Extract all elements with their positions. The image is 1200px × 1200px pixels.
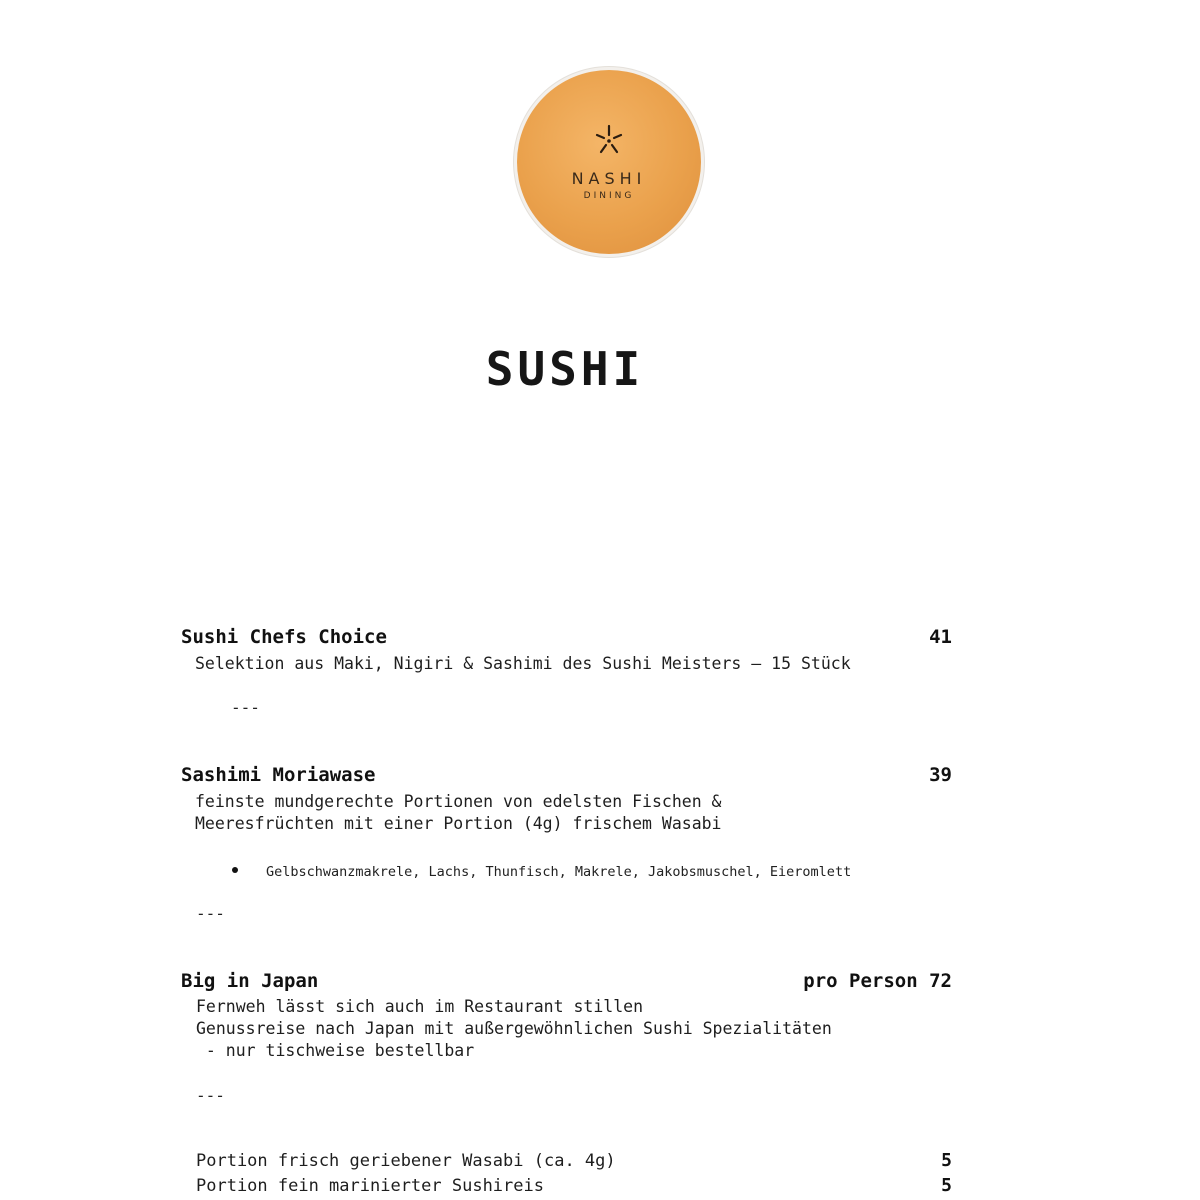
menu-item-description: Fernweh lässt sich auch im Restaurant stillen [196, 997, 644, 1016]
menu-item-price: pro Person 72 [803, 970, 952, 992]
menu-item-description: Meeresfrüchten mit einer Portion (4g) frischem Wasabi [195, 814, 722, 833]
separator: --- [196, 1086, 225, 1105]
separator: --- [196, 904, 225, 923]
separator: --- [231, 698, 260, 717]
menu-item-description: - nur tischweise bestellbar [196, 1041, 475, 1060]
flower-icon [591, 122, 627, 162]
bullet-icon [232, 867, 238, 873]
extra-item-name: Portion frisch geriebener Wasabi (ca. 4g) [196, 1151, 616, 1171]
menu-item-price: 39 [929, 764, 952, 786]
menu-item-description: feinste mundgerechte Portionen von edelsten Fischen & [195, 792, 722, 811]
menu-item-description: Genussreise nach Japan mit außergewöhnlichen Sushi Spezialitäten [196, 1019, 832, 1038]
logo-name: NASHI [571, 169, 647, 188]
menu-item-price: 41 [929, 626, 952, 648]
extra-item-name: Portion fein marinierter Sushireis [196, 1176, 544, 1196]
menu-item-name: Sashimi Moriawase [181, 764, 376, 786]
restaurant-logo [517, 70, 701, 254]
page-title: SUSHI [485, 342, 645, 396]
extra-item-price: 5 [941, 1175, 952, 1196]
menu-item-name: Big in Japan [181, 970, 319, 992]
logo-subtitle: DINING [583, 191, 635, 201]
menu-item-name: Sushi Chefs Choice [181, 626, 387, 648]
extra-item-price: 5 [941, 1150, 952, 1171]
menu-item-ingredients: Gelbschwanzmakrele, Lachs, Thunfisch, Makrele, Jakobsmuschel, Eieromlett [266, 864, 852, 880]
menu-item-description: Selektion aus Maki, Nigiri & Sashimi des Sushi Meisters – 15 Stück [195, 654, 851, 673]
